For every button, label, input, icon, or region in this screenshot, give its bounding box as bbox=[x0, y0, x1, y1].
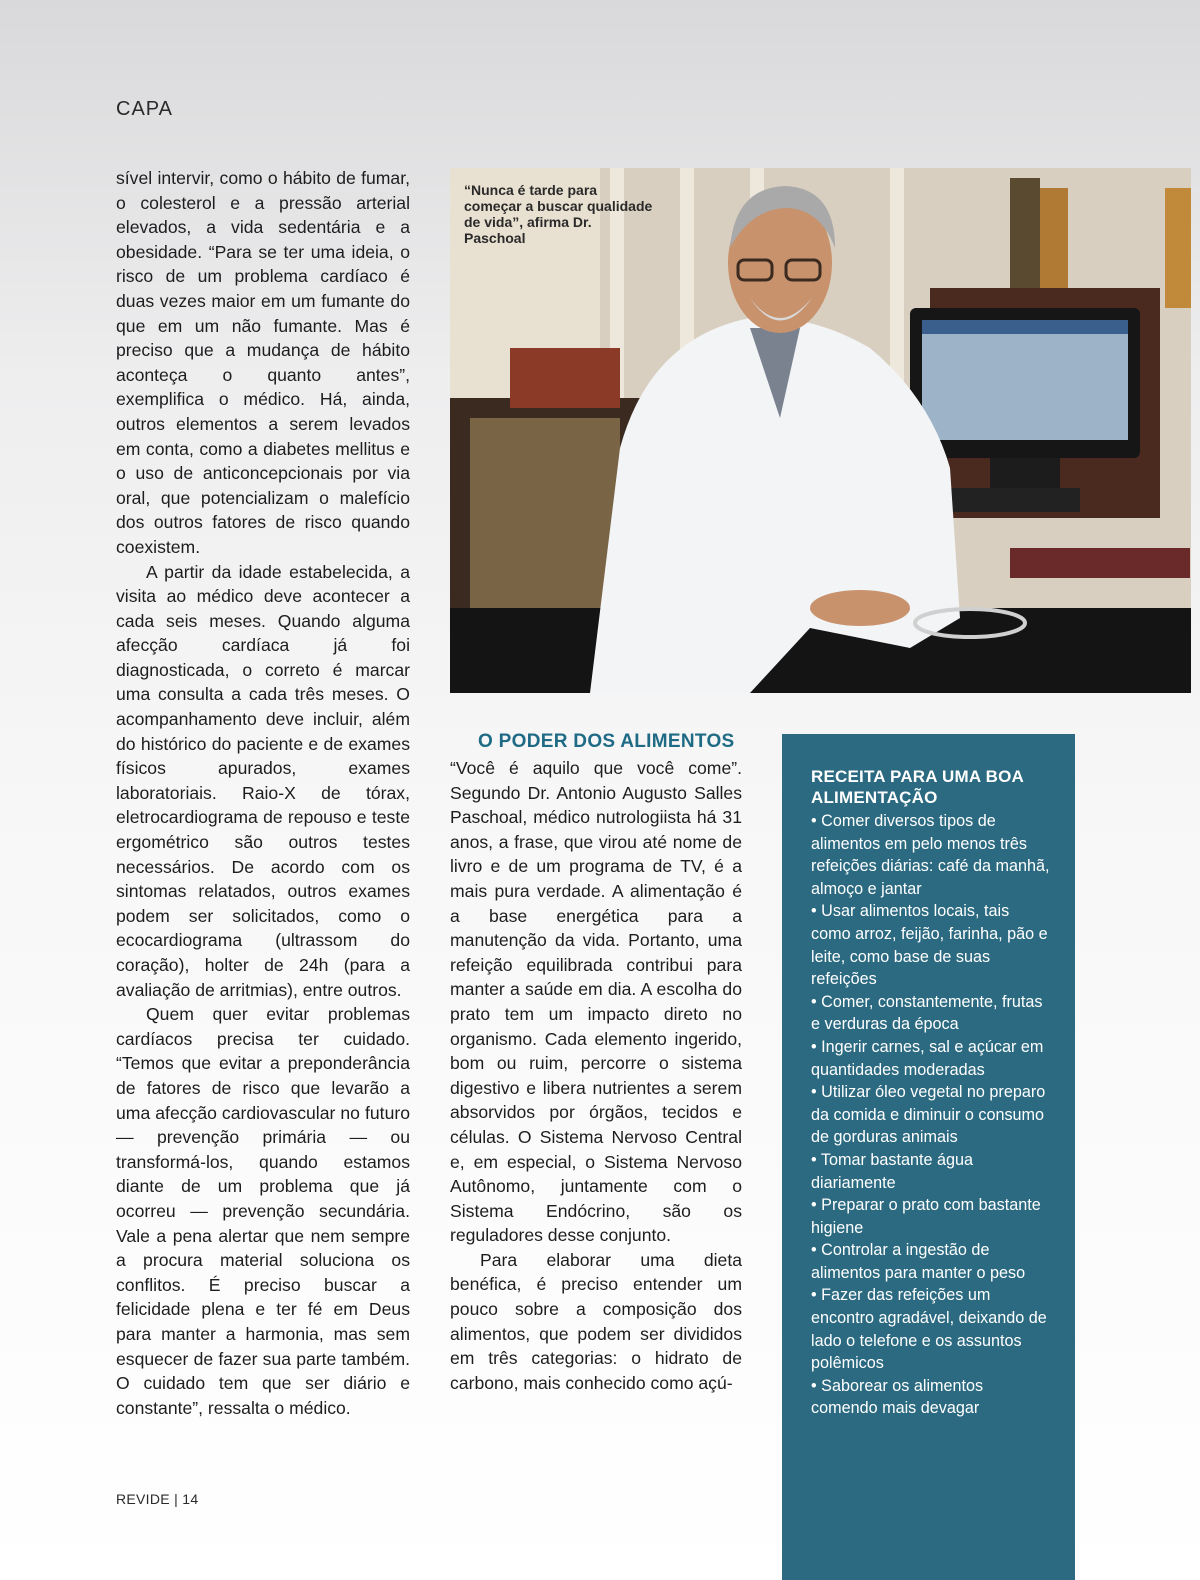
sidebar-title: RECEITA PARA UMA BOA ALIMENTAÇÃO bbox=[811, 767, 1024, 807]
list-item: • Controlar a ingestão de alimentos para manter o peso bbox=[811, 1241, 1026, 1282]
middle-paragraph-1: “Você é aquilo que você come”. Segundo Dr. Antonio Augusto Salles Paschoal, médico nutrologiista há 31 anos, a frase, que virou até nome de livro e de um programa de TV, é a mais pura verdade. A alimentação é a base energética para a manutenção da vida. Portanto, uma refeição equilibrada contribui para manter a saúde em dia. A escolha do prato tem um impacto direto no organismo. Cada elemento ingerido, bom ou ruim, percorre o sistema digestivo e libera nutrientes a serem absorvidos por órgãos, tecidos e células. O Sistema Nervoso Central e, em especial, o Sistema Nervoso Autônomo, juntamente com o Sistema Endócrino, são os reguladores desse conjunto. bbox=[450, 758, 742, 1246]
left-paragraph-2: A partir da idade estabelecida, a visita ao médico deve acontecer a cada seis meses. Quando alguma afecção cardíaca já foi diagnosticada, o correto é marcar uma consulta a cada três meses. O acompanhamento deve incluir, além do histórico do paciente e de exames físicos apurados, exames laboratoriais. Raio-X de tórax, eletrocardiograma de repouso e teste ergométrico são outros testes necessários. De acordo com os sintomas relatados, outros exames podem ser solicitados, como o ecocardiograma (ultrassom do coração), holter de 24h (para a avaliação de arritmias), entre outros. bbox=[116, 561, 410, 1000]
left-article-column bbox=[116, 166, 410, 1420]
list-item: • Comer diversos tipos de alimentos em pelo menos três refeições diárias: café da manhã, almoço e jantar bbox=[811, 812, 1050, 898]
middle-paragraph-2: Para elaborar uma dieta benéfica, é preciso entender um pouco sobre a composição dos alimentos, que podem ser divididos em três categorias: o hidrato de carbono, mais conhecido como açú- bbox=[450, 1249, 742, 1393]
section-label: CAPA bbox=[116, 98, 173, 120]
list-item: • Utilizar óleo vegetal no preparo da comida e diminuir o consumo de gorduras animais bbox=[811, 1083, 1046, 1147]
doctor-photo-illustration bbox=[450, 168, 1191, 693]
section-heading: O PODER DOS ALIMENTOS bbox=[478, 731, 735, 752]
middle-article-column bbox=[450, 730, 742, 1395]
list-item: • Tomar bastante água diariamente bbox=[811, 1150, 973, 1192]
list-item: • Ingerir carnes, sal e açúcar em quantidades moderadas bbox=[811, 1037, 1044, 1079]
list-item: • Saborear os alimentos comendo mais devagar bbox=[811, 1376, 984, 1418]
left-paragraph-1: sível intervir, como o hábito de fumar, o colesterol e a pressão arterial elevados, a vida sedentária e a obesidade. “Para se ter uma ideia, o risco de um problema cardíaco é duas vezes maior em um fumante do que em um não fumante. Mas é preciso que a mudança de hábito aconteça o quanto antes”, exemplifica o médico. Há, ainda, outros elementos a serem levados em conta, como a diabetes mellitus e o uso de anticoncepcionais por via oral, que potencializam o malefício dos outros fatores de risco quando coexistem. bbox=[116, 168, 410, 557]
photo-caption: “Nunca é tarde para começar a buscar qualidade de vida”, afirma Dr. Paschoal bbox=[464, 182, 653, 246]
left-paragraph-3: Quem quer evitar problemas cardíacos precisa ter cuidado. “Temos que evitar a preponderância de fatores de risco que levarão a uma afecção cardiovascular no futuro — prevenção primária — ou transformá-los, quando estamos diante de um problema que já ocorreu — prevenção secundária. Vale a pena alertar que nem sempre a procura material soluciona os conflitos. É preciso buscar a felicidade plena e ter fé em Deus para manter a harmonia, mas sem esquecer de fazer sua parte também. O cuidado tem que ser diário e constante”, ressalta o médico. bbox=[116, 1004, 410, 1418]
list-item: • Preparar o prato com bastante higiene bbox=[811, 1196, 1041, 1237]
recipe-sidebar bbox=[782, 734, 1075, 1580]
sidebar-list bbox=[811, 810, 1051, 1420]
list-item: • Usar alimentos locais, tais como arroz, feijão, farinha, pão e leite, como base de suas refeições bbox=[811, 902, 1048, 989]
page-footer: REVIDE | 14 bbox=[116, 1491, 199, 1507]
list-item: • Comer, constantemente, frutas e verduras da época bbox=[811, 992, 1043, 1034]
doctor-photo bbox=[450, 168, 1191, 693]
list-item: • Fazer das refeições um encontro agradável, deixando de lado o telefone e os assuntos polêmicos bbox=[811, 1286, 1047, 1373]
